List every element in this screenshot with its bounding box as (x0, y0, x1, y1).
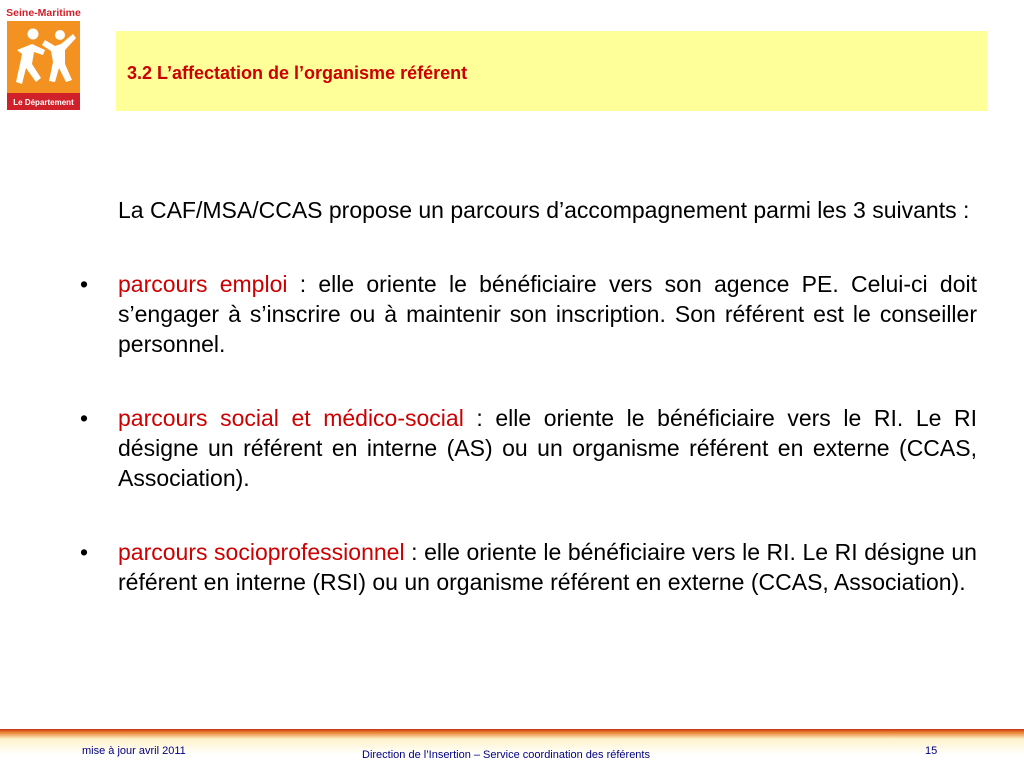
logo-top-text: Seine-Maritime (6, 7, 81, 19)
bullet-highlight: parcours social et médico-social (118, 405, 464, 431)
intro-paragraph: La CAF/MSA/CCAS propose un parcours d’accompagnement parmi les 3 suivants : (118, 197, 970, 223)
footer-date: mise à jour avril 2011 (82, 745, 186, 757)
list-item (80, 537, 977, 597)
bullet-text: : elle oriente le bénéficiaire vers le RI. Le RI désigne un référent en interne (AS) ou un organisme référent en externe (CCAS, Association). (118, 405, 978, 491)
list-item (80, 269, 977, 359)
bullet-marker: • (80, 539, 89, 565)
title-band (116, 31, 987, 111)
bullet-text: : elle oriente le bénéficiaire vers le RI. Le RI désigne un référent en interne (RSI) ou un organisme référent en externe (CCAS, Association). (118, 539, 977, 595)
bullet-highlight: parcours socioprofessionnel (118, 539, 405, 565)
slide-body (80, 195, 977, 641)
bullet-marker: • (80, 405, 89, 431)
bullet-text: : elle oriente le bénéficiaire vers son agence PE. Celui-ci doit s’engager à s’inscrire ou à maintenir son inscription. Son référent est le conseiller personnel. (118, 271, 977, 357)
list-item (80, 403, 977, 493)
seine-maritime-logo (5, 4, 82, 112)
bullet-marker: • (80, 271, 89, 297)
footer-department: Direction de l’Insertion – Service coordination des référents (362, 749, 650, 761)
logo-bottom-text: Le Département (13, 98, 74, 107)
slide-title: 3.2 L’affectation de l’organisme référent (127, 63, 468, 83)
page-number: 15 (925, 745, 938, 757)
bullet-highlight: parcours emploi (118, 271, 288, 297)
